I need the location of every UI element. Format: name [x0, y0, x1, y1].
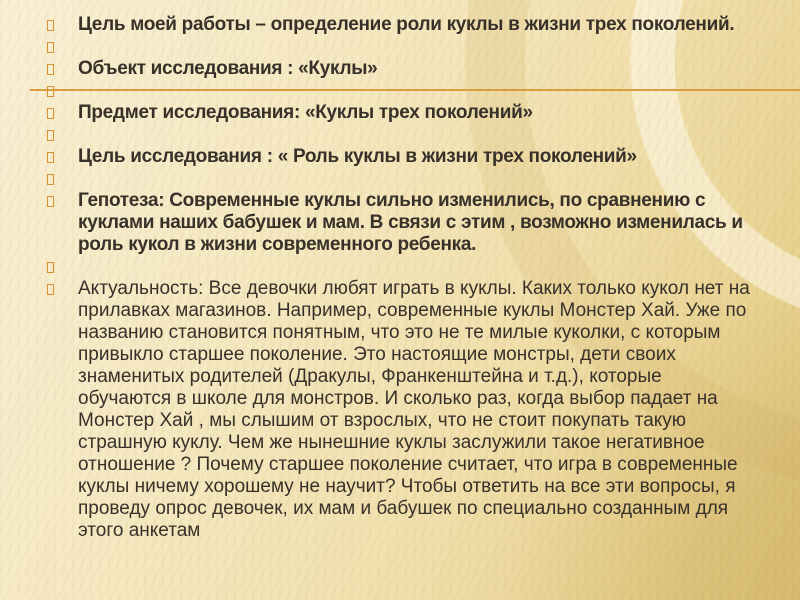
square-bullet-icon: [47, 108, 54, 119]
square-bullet-icon: [47, 262, 54, 273]
list-item: [0, 124, 800, 146]
square-bullet-icon: [47, 152, 54, 163]
square-bullet-icon: [47, 174, 54, 185]
square-bullet-icon: [47, 86, 54, 97]
list-item: [0, 190, 800, 256]
square-bullet-icon: [47, 130, 54, 141]
list-item: [0, 14, 800, 36]
list-item-text: [78, 256, 758, 278]
square-bullet-icon: [47, 42, 54, 53]
list-item: [0, 58, 800, 80]
list-item: [0, 102, 800, 124]
list-item-text: Гепотеза: Современные куклы сильно изменились, по сравнению с куклами наших бабушек и мам. В связи с этим , возможно изменилась и роль кукол в жизни современного ребенка.: [78, 190, 743, 255]
list-item: [0, 36, 800, 58]
square-bullet-icon: [47, 64, 54, 75]
square-bullet-icon: [47, 196, 54, 207]
list-item-text: Цель исследования : « Роль куклы в жизни трех поколений»: [78, 146, 637, 167]
list-item: [0, 146, 800, 168]
list-item-text: [78, 124, 758, 146]
list-item-text: [78, 36, 758, 58]
list-item-text: Предмет исследования: «Куклы трех поколений»: [78, 102, 533, 123]
list-item-text: [78, 168, 758, 190]
bullet-list: [0, 14, 800, 542]
list-item-text: [78, 80, 758, 102]
list-item: [0, 80, 800, 102]
list-item: [0, 168, 800, 190]
list-item: [0, 278, 800, 542]
list-item: [0, 256, 800, 278]
square-bullet-icon: [47, 284, 54, 295]
list-item-text: Цель моей работы – определение роли куклы в жизни трех поколений.: [78, 14, 735, 35]
square-bullet-icon: [47, 20, 54, 31]
list-item-text: Объект исследования : «Куклы»: [78, 58, 378, 79]
list-item-text: Актуальность: Все девочки любят играть в куклы. Каких только кукол нет на прилавках магазинов. Например, современные куклы Монстер Хай. Уже по названию становится понятным, что это не те милые куколки, с которым привыкло старшее поколение. Это настоящие монстры, дети своих знаменитых родителей (Дракулы, Франкенштейна и т.д.), которые обучаются в школе для монстров. И сколько раз, когда выбор падает на Монстер Хай , мы слышим от взрослых, что не стоит покупать такую страшную куклу. Чем же нынешние куклы заслужили такое негативное отношение ? Почему старшее поколение считает, что игра в современные куклы ничему хорошему не научит? Чтобы ответить на все эти вопросы, я проведу опрос девочек, их мам и бабушек по специально созданным для этого анкетам: [78, 278, 750, 541]
